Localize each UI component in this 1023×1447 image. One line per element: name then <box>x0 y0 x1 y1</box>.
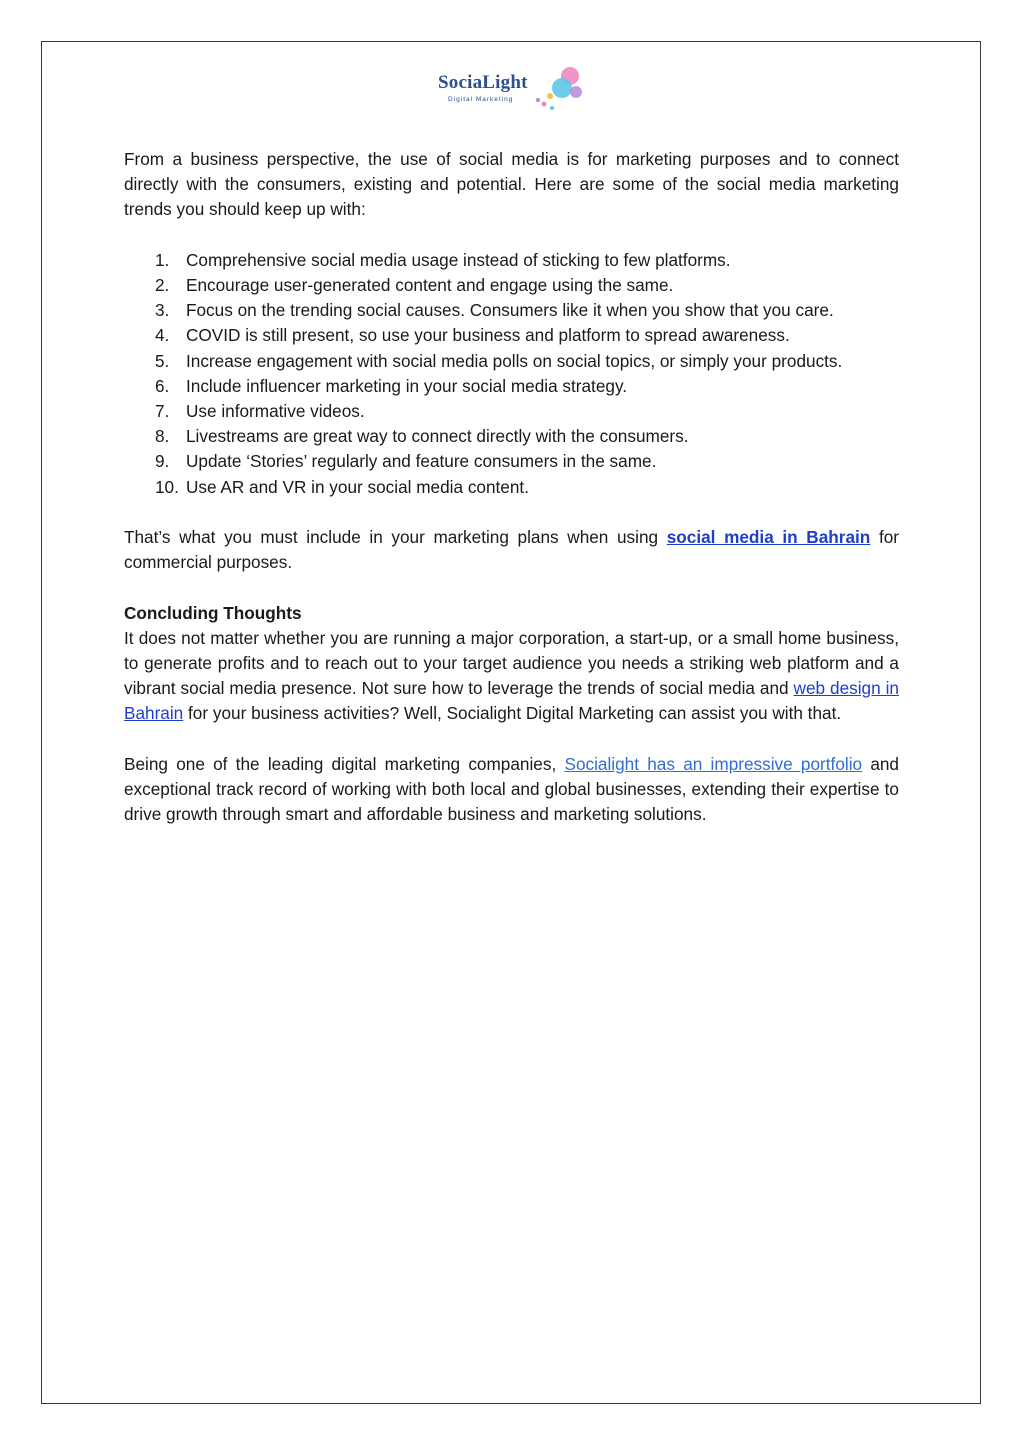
trends-list <box>124 248 899 500</box>
summary-paragraph: That’s what you must include in your marketing plans when using social media in Bahrain for commercial purposes. <box>124 527 900 573</box>
closing-paragraph: Being one of the leading digital marketing companies, Socialight has an impressive portfolio and exceptional track record of working with both local and global businesses, extending their expertise to drive growth through smart and affordable business and marketing solutions. <box>124 753 899 825</box>
list-item: 2. Encourage user-generated content and engage using the same. <box>155 275 674 295</box>
list-item: 1. Comprehensive social media usage instead of sticking to few platforms. <box>155 249 731 270</box>
document-body <box>124 147 899 827</box>
list-item: 7. Use informative videos. <box>155 401 365 422</box>
speech-bubbles-icon <box>532 66 588 112</box>
list-item: 6. Include influencer marketing in your social media strategy. <box>155 375 628 396</box>
list-item: 4. COVID is still present, so use your business and platform to spread awareness. <box>155 325 790 346</box>
list-item: 8. Livestreams are great way to connect directly with the consumers. <box>155 426 689 447</box>
logo-name: SociaLight <box>438 72 528 93</box>
socialight-logo <box>436 66 588 112</box>
portfolio-link[interactable]: Socialight has an impressive portfolio <box>564 753 863 774</box>
conclusion-paragraph: It does not matter whether you are running a major corporation, a start-up, or a small home business, to generate profits and to reach out to your target audience you needs a striking web platform and a vibrant social media presence. Not sure how to leverage the trends of social media and web design in Bahrain for your business activities? Well, Socialight Digital Marketing can assist you with that. <box>124 627 899 724</box>
logo-tagline: Digital Marketing <box>448 96 514 103</box>
web-design-bahrain-link[interactable]: web design in Bahrain <box>124 678 899 724</box>
list-item: 3. Focus on the trending social causes. Consumers like it when you show that you care. <box>155 300 834 321</box>
list-item: 10. Use AR and VR in your social media content. <box>155 476 529 497</box>
intro-paragraph: From a business perspective, the use of social media is for marketing purposes and to connect directly with the consumers, existing and potential. Here are some of the social media marketing trends you should keep up with: <box>124 149 899 220</box>
concluding-heading: Concluding Thoughts <box>124 602 302 623</box>
social-media-bahrain-link[interactable]: social media in Bahrain <box>666 527 871 548</box>
list-item: 5. Increase engagement with social media polls on social topics, or simply your products. <box>155 350 843 371</box>
list-item: 9. Update ‘Stories’ regularly and feature consumers in the same. <box>155 451 657 472</box>
